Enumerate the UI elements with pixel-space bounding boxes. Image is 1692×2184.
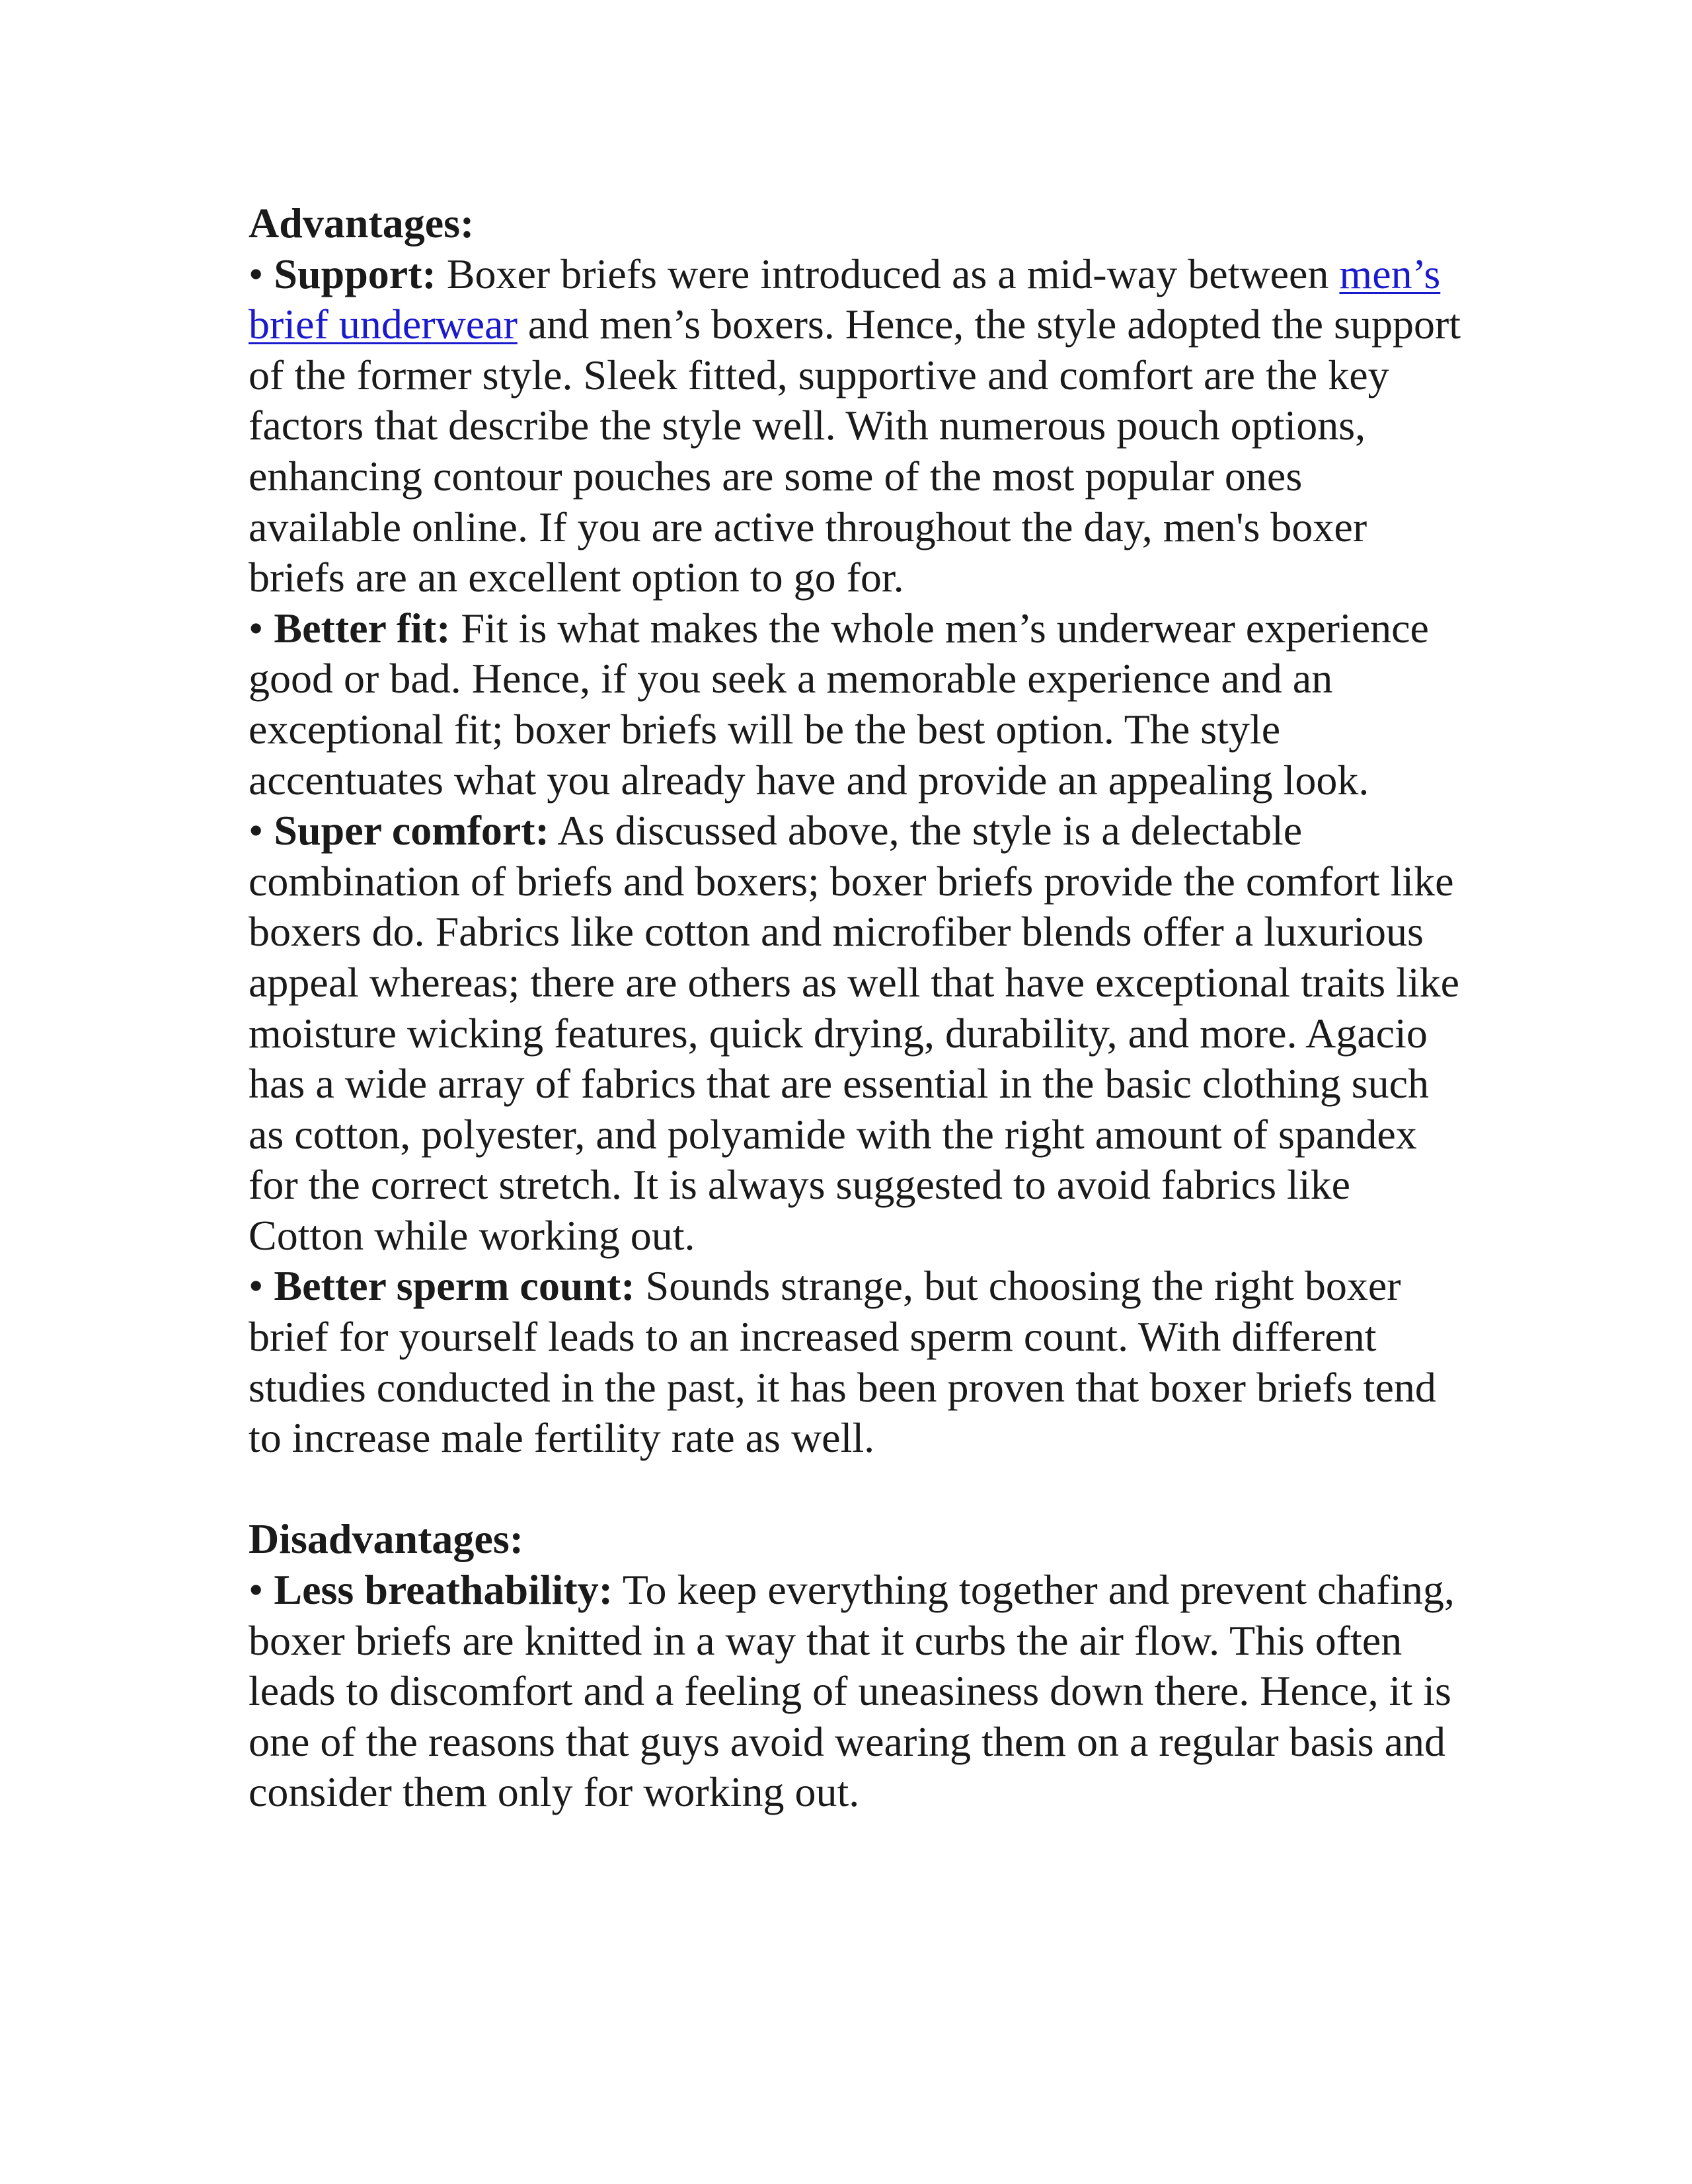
advantage-text: Boxer briefs were introduced as a mid-way between xyxy=(436,250,1340,297)
disadvantage-item-less-breathability xyxy=(249,1565,1465,1818)
document-page xyxy=(249,198,1465,1818)
advantage-text: Sounds strange, but choosing the right boxer brief for yourself leads to an increased sperm count. With different studies conducted in the past, it has been proven that boxer briefs tend to increase male fertility rate as well. xyxy=(249,1262,1436,1462)
advantage-item-better-sperm-count xyxy=(249,1261,1465,1463)
bullet: • xyxy=(249,250,264,297)
advantage-term: Better fit: xyxy=(274,604,451,652)
advantage-item-better-fit xyxy=(249,603,1465,806)
section-spacer xyxy=(249,1464,1465,1515)
advantage-term: Super comfort: xyxy=(274,807,549,854)
advantage-text: As discussed above, the style is a delectable combination of briefs and boxers; boxer briefs provide the comfort like boxers do. Fabrics like cotton and microfiber blends offer a luxurious appeal whereas; there are others as well that have exceptional traits like moisture wicking features, quick drying, durability, and more. Agacio has a wide array of fabrics that are essential in the basic clothing such as cotton, polyester, and polyamide with the right amount of spandex for the correct stretch. It is always suggested to avoid fabrics like Cotton while working out. xyxy=(249,807,1460,1259)
advantage-item-support xyxy=(249,249,1465,603)
disadvantage-text: To keep everything together and prevent chafing, boxer briefs are knitted in a way that it curbs the air flow. This often leads to discomfort and a feeling of uneasiness down there. Hence, it is one of the reasons that guys avoid wearing them on a regular basis and consider them only for working out. xyxy=(249,1566,1455,1816)
bullet: • xyxy=(249,1262,264,1310)
advantage-item-super-comfort xyxy=(249,806,1465,1261)
mens-brief-underwear-link[interactable]: men’s brief underwear xyxy=(249,250,1441,348)
disadvantage-term: Less breathability: xyxy=(274,1566,613,1614)
bullet: • xyxy=(249,807,264,854)
disadvantages-heading: Disadvantages: xyxy=(249,1515,524,1563)
bullet: • xyxy=(249,1566,264,1614)
advantage-text: Fit is what makes the whole men’s underwear experience good or bad. Hence, if you seek a memorable experience and an exceptional fit; boxer briefs will be the best option. The style accentuates what you already have and provide an appealing look. xyxy=(249,604,1429,804)
advantages-heading: Advantages: xyxy=(249,200,475,246)
advantage-term: Better sperm count: xyxy=(274,1262,635,1310)
advantage-term: Support: xyxy=(274,250,436,297)
advantage-text: and men’s boxers. Hence, the style adopted the support of the former style. Sleek fitted, supportive and comfort are the key factors that describe the style well. With numerous pouch options, enhancing contour pouches are some of the most popular ones available online. If you are active throughout the day, men's boxer briefs are an excellent option to go for. xyxy=(249,301,1461,601)
bullet: • xyxy=(249,604,264,652)
